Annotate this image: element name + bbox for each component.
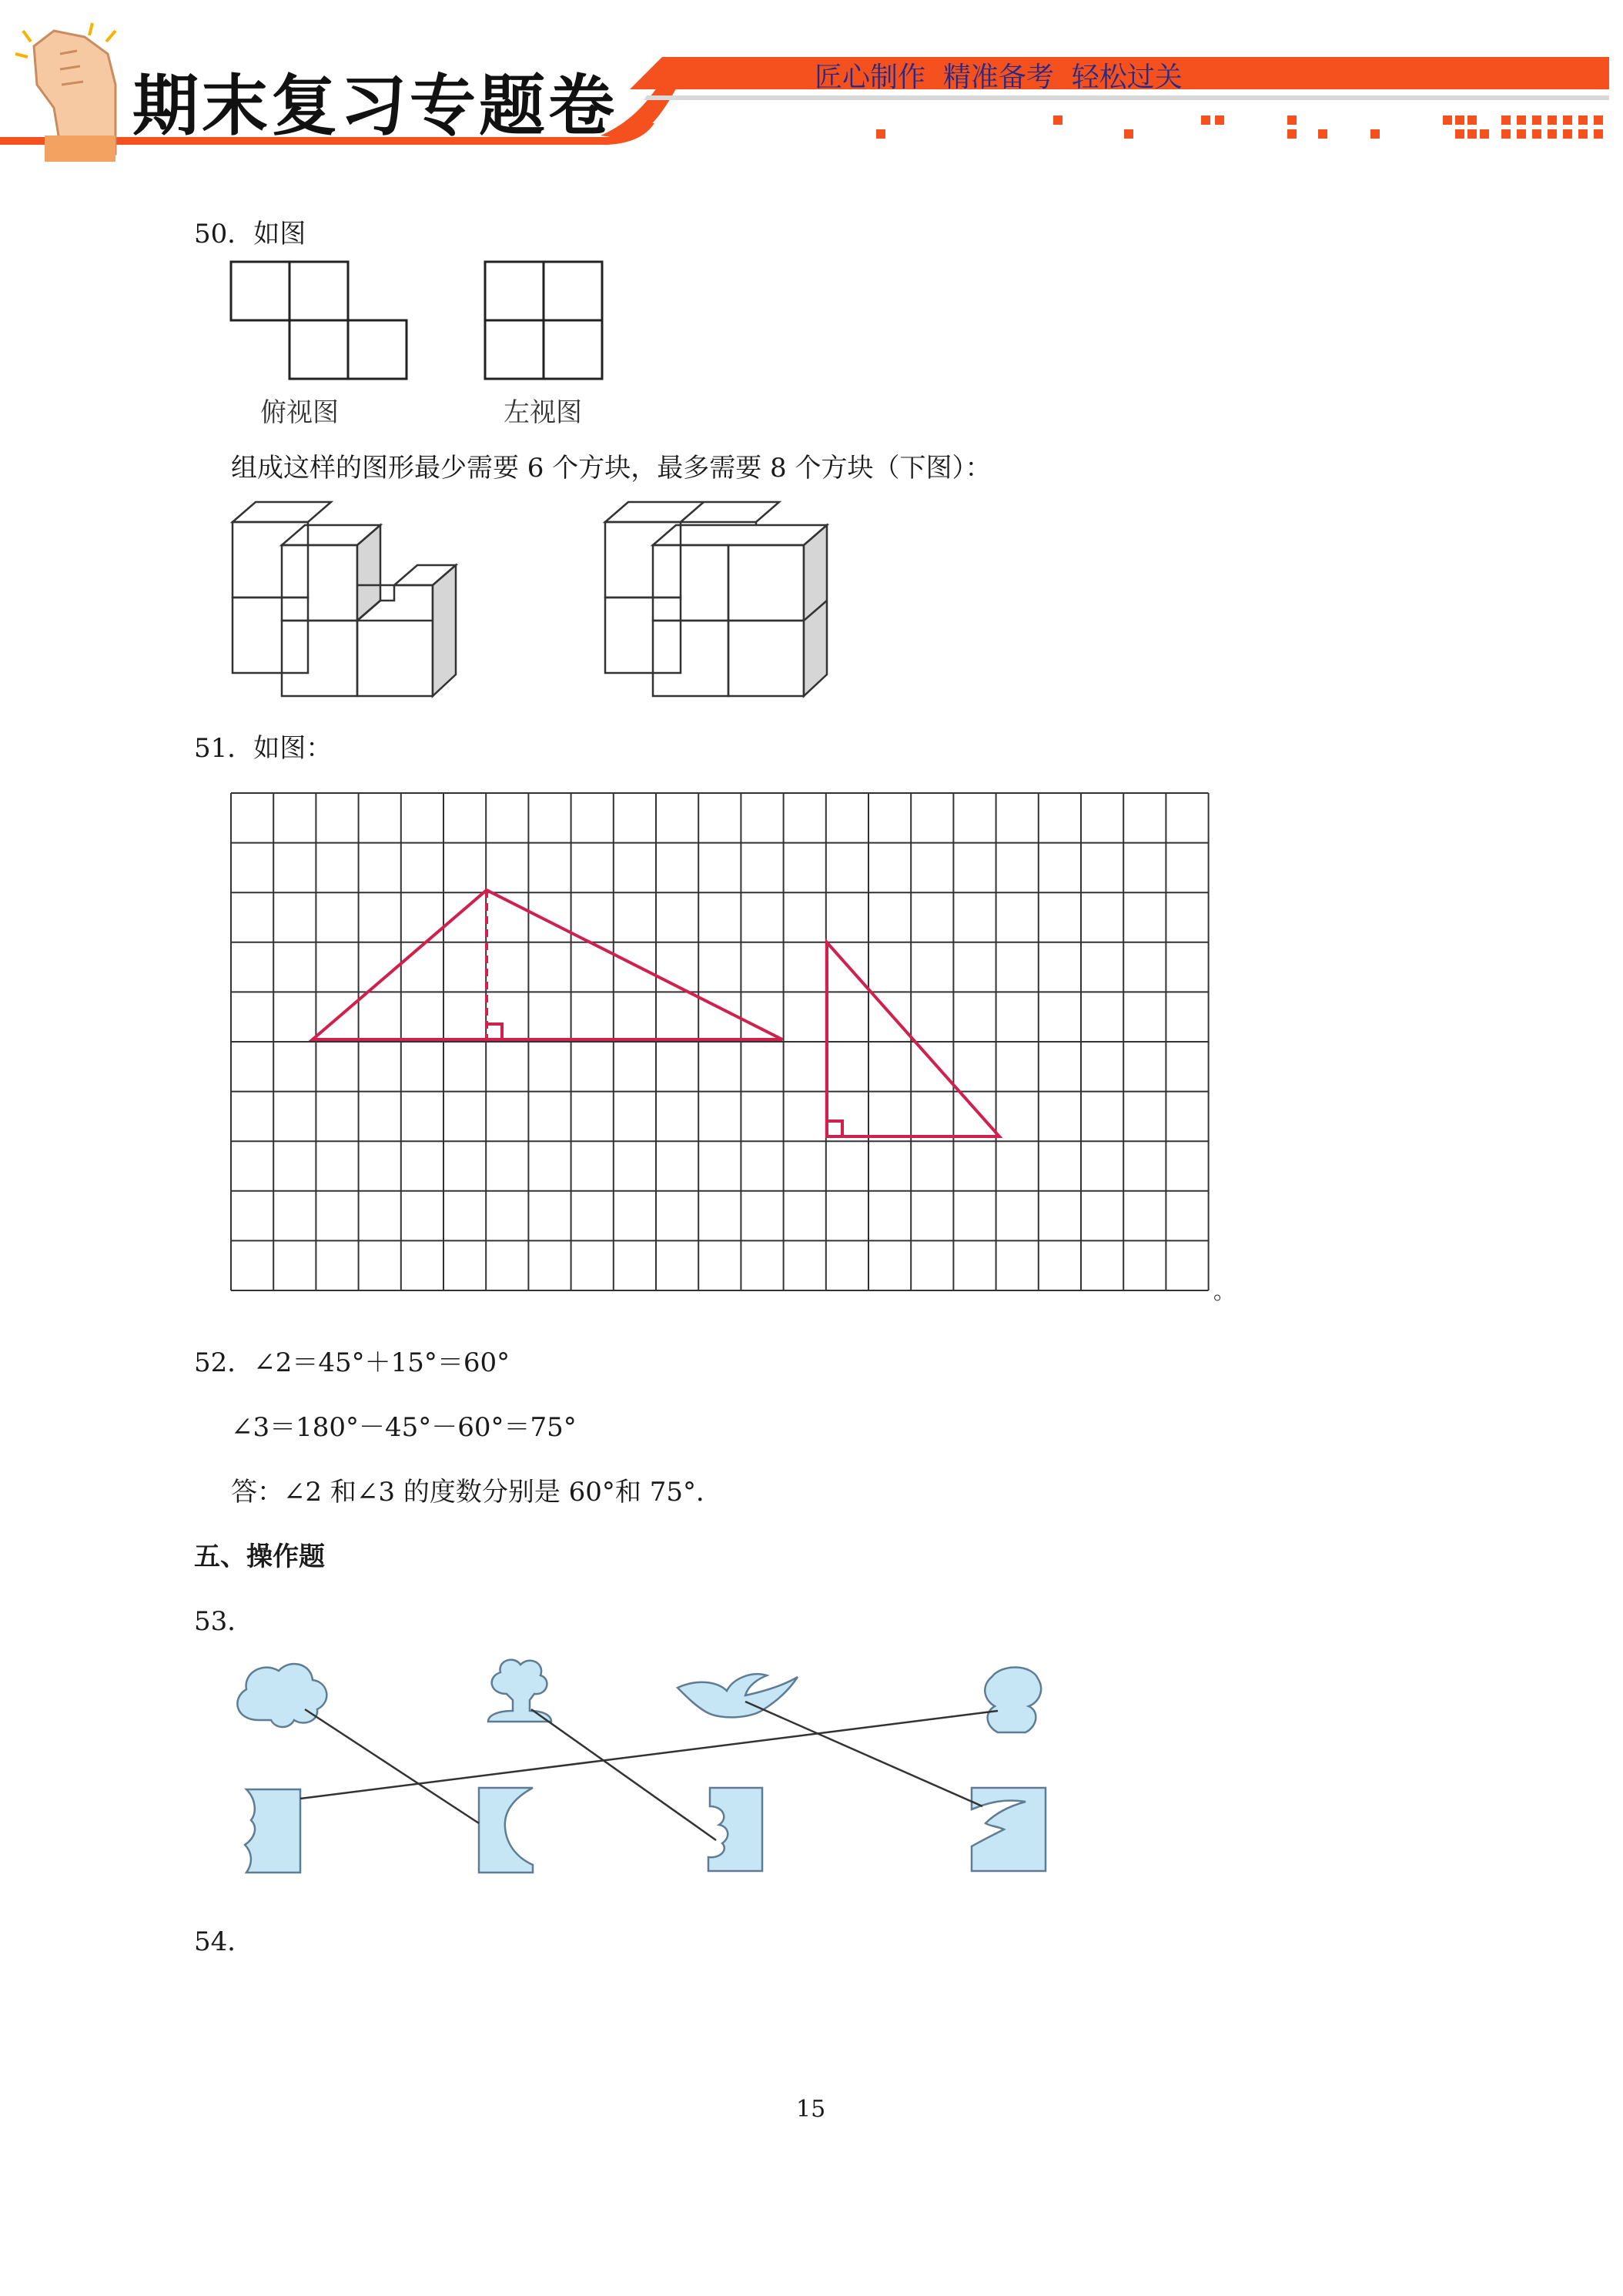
header-slogan: 匠心制作 精准备考 轻松过关 [815, 62, 1183, 93]
right-angle-mark-1 [487, 1024, 502, 1039]
slot-3 [708, 1788, 762, 1871]
q53-matching-figure [228, 1655, 1075, 1886]
section5-title: 五、操作题 [194, 1541, 325, 1572]
page-number: 15 [796, 2096, 826, 2123]
slot-1 [245, 1789, 300, 1873]
q52-line1: 52．∠2＝45°＋15°＝60° [194, 1347, 510, 1378]
balloon-shape [985, 1667, 1041, 1732]
grid-lines [231, 793, 1209, 1290]
left-view-label: 左视图 [504, 397, 582, 428]
q51-grid-figure [228, 790, 1229, 1298]
q54-label: 54． [194, 1926, 254, 1957]
splash-shape [678, 1674, 798, 1717]
top-view-label: 俯视图 [260, 397, 339, 428]
decor-squares [876, 115, 1603, 139]
tree-shape [488, 1660, 551, 1722]
max-cubes-figure [605, 502, 827, 696]
q50-cube-figures [228, 499, 844, 699]
q50-text: 组成这样的图形最少需要 6 个方块，最多需要 8 个方块（下图）： [231, 453, 992, 484]
matching-lines [300, 1702, 998, 1840]
header-title: 期末复习专题卷 [132, 68, 617, 145]
min-cubes-figure [233, 502, 456, 696]
top-view-figure [231, 262, 407, 379]
q50-views [228, 259, 628, 382]
triangle-1 [313, 890, 782, 1039]
triangle-2 [827, 942, 999, 1136]
q53-label: 53． [194, 1606, 254, 1637]
q51-end-mark: 。 [1213, 1279, 1236, 1304]
left-view-figure [485, 262, 602, 379]
q52-answer: 答：∠2 和∠3 的度数分别是 60°和 75°． [231, 1477, 722, 1508]
q50-label: 50．如图 [194, 219, 306, 249]
right-angle-mark-2 [827, 1121, 842, 1136]
cloud-shape [237, 1664, 326, 1727]
q51-label: 51．如图： [194, 733, 333, 764]
slot-4 [972, 1788, 1046, 1871]
q52-line2: ∠3＝180°－45°－60°＝75° [231, 1412, 577, 1443]
slot-2 [479, 1788, 533, 1873]
